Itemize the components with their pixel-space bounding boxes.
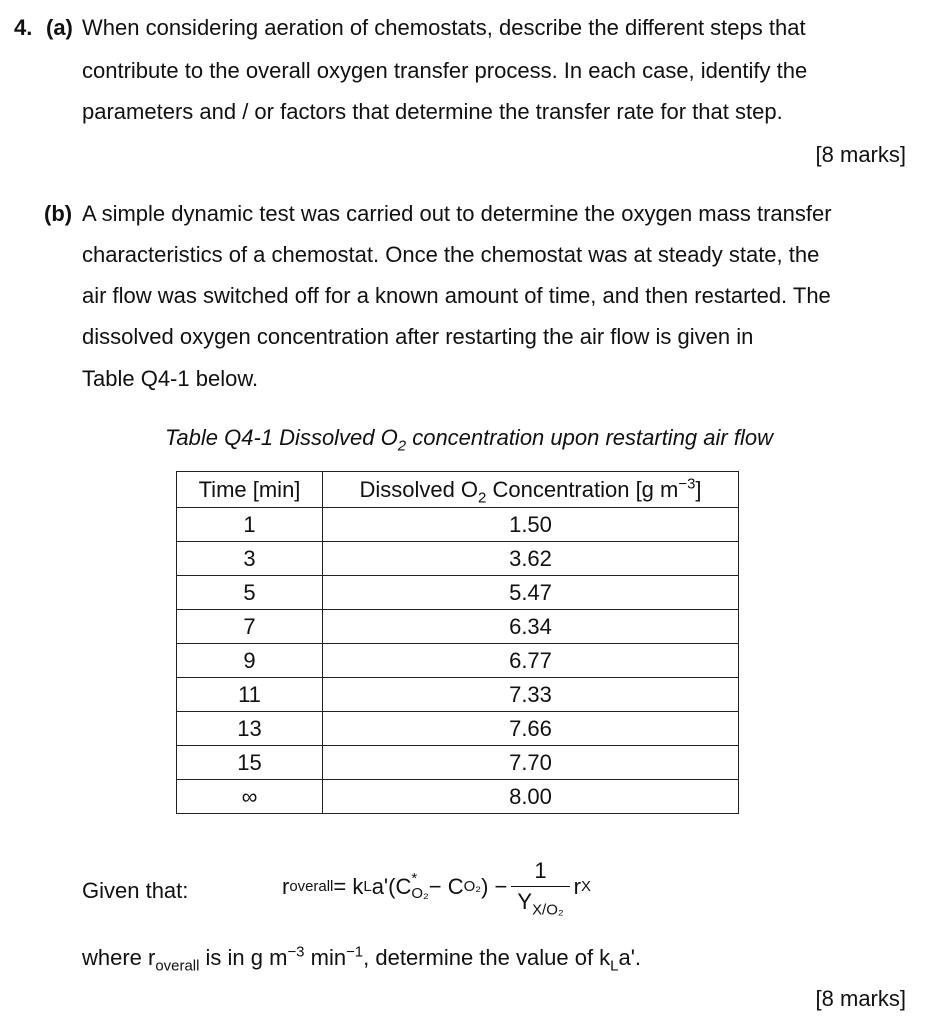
eq-r: r — [282, 873, 290, 899]
conc-cell: 7.33 — [323, 678, 739, 712]
conc-cell: 6.34 — [323, 610, 739, 644]
eq-c-sup: * — [411, 869, 418, 887]
col-time-header: Time [min] — [177, 472, 323, 508]
table-caption — [0, 425, 938, 455]
part-a-line-2: contribute to the overall oxygen transfer process. In each case, identify the — [82, 58, 808, 83]
conc-cell: 7.70 — [323, 746, 739, 780]
where-t3: min — [304, 945, 347, 970]
col-conc-header — [323, 472, 739, 508]
eq-part-3: − C — [428, 873, 464, 899]
col-conc-header-sub: 2 — [478, 488, 487, 506]
where-t5: a'. — [618, 945, 642, 970]
table-row — [177, 610, 739, 644]
col-conc-header-end: ] — [695, 476, 702, 502]
time-cell: 13 — [177, 712, 323, 746]
given-label: Given that: — [82, 878, 189, 903]
where-t4: , determine the value of k — [363, 945, 611, 970]
part-b-label: (b) — [44, 201, 73, 226]
time-cell: 5 — [177, 576, 323, 610]
eq-frac-den-y: Y — [517, 889, 533, 914]
time-cell: 9 — [177, 644, 323, 678]
table-row — [177, 712, 739, 746]
table-row — [177, 644, 739, 678]
question-number: 4. — [14, 15, 33, 40]
table-row — [177, 780, 739, 814]
part-b-line-5: Table Q4-1 below. — [82, 366, 259, 391]
time-cell: 7 — [177, 610, 323, 644]
table-row — [177, 678, 739, 712]
part-b-line-2: characteristics of a chemostat. Once the chemostat was at steady state, the — [82, 242, 820, 267]
where-line — [82, 943, 642, 975]
caption-sub: 2 — [397, 437, 407, 455]
eq-frac-den-sub: X/O₂ — [532, 901, 564, 919]
part-b-line-3: air flow was switched off for a known amount of time, and then restarted. The — [82, 283, 831, 308]
caption-before: Table Q4-1 Dissolved O — [165, 425, 398, 450]
rate-equation: r overall = k L a'(C * O₂ − C O₂ ) − $\frac{1}{Y_{X/O_2}}$ r X — [282, 858, 591, 919]
caption-after: concentration upon restarting air flow — [406, 425, 773, 450]
conc-cell: 8.00 — [323, 780, 739, 814]
oxygen-table — [176, 471, 739, 814]
eq-frac-num: 1 — [534, 858, 547, 883]
time-cell: 15 — [177, 746, 323, 780]
time-cell: 1 — [177, 508, 323, 542]
where-t3-sup: −1 — [346, 943, 364, 961]
conc-cell: 1.50 — [323, 508, 739, 542]
conc-cell: 5.47 — [323, 576, 739, 610]
conc-cell: 6.77 — [323, 644, 739, 678]
eq-part-1: = k — [333, 873, 364, 899]
where-t1: where r — [82, 945, 156, 970]
eq-fraction — [511, 858, 569, 919]
conc-cell: 7.66 — [323, 712, 739, 746]
col-conc-header-before: Dissolved O — [359, 476, 479, 502]
eq-rx: r — [573, 873, 581, 899]
eq-c-scripts — [411, 869, 429, 902]
col-conc-header-after: Concentration [g m — [486, 476, 679, 502]
where-t4-sub: L — [610, 957, 619, 975]
time-cell: 11 — [177, 678, 323, 712]
time-cell: 3 — [177, 542, 323, 576]
col-conc-header-sup: −3 — [678, 475, 696, 493]
eq-c-sub: O₂ — [411, 884, 429, 902]
table-row — [177, 508, 739, 542]
part-a-label: (a) — [46, 15, 73, 40]
part-b-line-1: A simple dynamic test was carried out to determine the oxygen mass transfer — [82, 201, 832, 226]
where-t1-sub: overall — [155, 957, 200, 975]
eq-frac-den — [511, 886, 569, 919]
eq-part-2: a'(C — [371, 873, 412, 899]
table-row — [177, 746, 739, 780]
part-a-line-3: parameters and / or factors that determine the transfer rate for that step. — [82, 99, 783, 124]
part-a-marks: [8 marks] — [815, 142, 906, 167]
time-cell: ∞ — [177, 780, 323, 814]
where-t2: is in g m — [199, 945, 288, 970]
part-b-marks: [8 marks] — [815, 986, 906, 1011]
table-row — [177, 576, 739, 610]
eq-part-4: ) − — [481, 873, 508, 899]
conc-cell: 3.62 — [323, 542, 739, 576]
table-row — [177, 542, 739, 576]
table-header-row — [177, 472, 739, 508]
where-t2-sup: −3 — [287, 943, 305, 961]
part-b-line-4: dissolved oxygen concentration after restarting the air flow is given in — [82, 324, 754, 349]
part-a-line-1: When considering aeration of chemostats, describe the different steps that — [82, 15, 806, 40]
